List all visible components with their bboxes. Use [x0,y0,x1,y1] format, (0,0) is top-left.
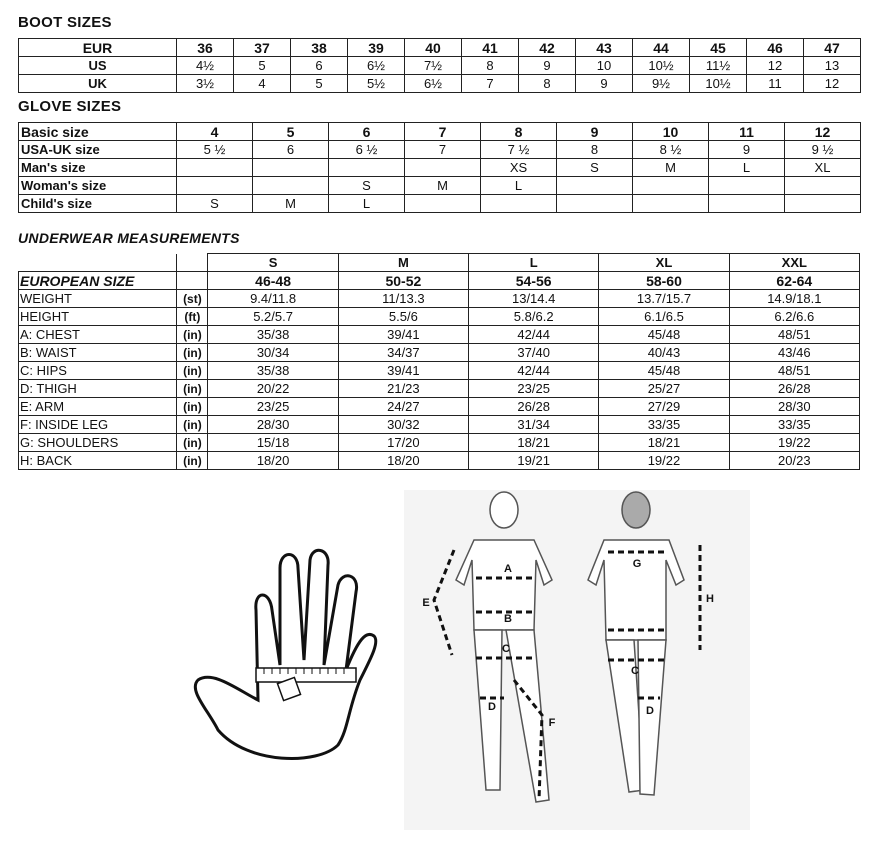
table-row [19,75,861,93]
table-cell: 5.2/5.7 [208,308,338,326]
table-cell: 9 [519,57,576,75]
row-label: Man's size [19,159,177,177]
table-cell [177,177,253,195]
table-cell: 19/21 [469,452,599,470]
table-cell: 25/27 [599,380,729,398]
table-cell: 33/35 [729,416,859,434]
table-cell: 8 [557,141,633,159]
table-row [19,39,861,57]
table-cell [253,177,329,195]
row-label: EUROPEAN SIZE [19,272,177,290]
table-row [19,290,860,308]
row-label: Woman's size [19,177,177,195]
table-cell: 43/46 [729,344,859,362]
unit-cell: (st) [177,290,208,308]
row-label: US [19,57,177,75]
boot-sizes-table [18,38,861,93]
table-cell: 48/51 [729,326,859,344]
table-cell: L [709,159,785,177]
row-label: Basic size [19,123,177,141]
unit-cell: (in) [177,434,208,452]
label-d-back: D [646,705,654,717]
table-cell: 5 ½ [177,141,253,159]
row-label: H: BACK [19,452,177,470]
table-cell: 13.7/15.7 [599,290,729,308]
table-cell: 8 [481,123,557,141]
unit-cell: (in) [177,344,208,362]
table-cell: 28/30 [208,416,338,434]
size-header: S [208,254,338,272]
label-h: H [706,593,714,605]
table-cell: 13/14.4 [469,290,599,308]
label-a: A [504,563,512,575]
table-cell: 10 [633,123,709,141]
table-cell: 23/25 [208,398,338,416]
hand-measurement-illustration [188,540,388,770]
table-cell: 31/34 [469,416,599,434]
unit-cell: (in) [177,416,208,434]
row-label: Child's size [19,195,177,213]
table-cell: 34/37 [338,344,468,362]
glove-sizes-table [18,122,861,213]
table-cell: 18/20 [338,452,468,470]
table-row [19,434,860,452]
table-cell: M [405,177,481,195]
label-g: G [632,558,642,570]
label-c-back: C [631,665,639,677]
table-cell: M [633,159,709,177]
table-row [19,308,860,326]
table-cell: 39/41 [338,362,468,380]
table-cell: S [557,159,633,177]
table-cell [481,195,557,213]
body-measurement-illustration [404,490,750,830]
table-cell: 12 [747,57,804,75]
table-row [19,141,861,159]
table-cell: 35/38 [208,326,338,344]
table-cell: S [177,195,253,213]
table-cell: 5½ [348,75,405,93]
table-cell: 35/38 [208,362,338,380]
table-cell: 8 [519,75,576,93]
table-cell: 33/35 [599,416,729,434]
unit-cell: (in) [177,362,208,380]
table-cell: 8 [462,57,519,75]
table-cell: 26/28 [729,380,859,398]
table-row [19,398,860,416]
table-cell [709,195,785,213]
table-cell: 9 [557,123,633,141]
table-cell: 26/28 [469,398,599,416]
label-e: E [422,597,430,609]
table-cell: 30/34 [208,344,338,362]
table-cell: 17/20 [338,434,468,452]
table-cell: 9 [709,141,785,159]
illustration-background [404,490,750,830]
table-cell: 11 [709,123,785,141]
glove-sizes-title: GLOVE SIZES [18,98,122,115]
row-label: USA-UK size [19,141,177,159]
table-cell: 7 [462,75,519,93]
table-cell: L [481,177,557,195]
table-cell: 4 [234,75,291,93]
table-cell [177,159,253,177]
table-cell: 37 [234,39,291,57]
table-cell: 6½ [348,57,405,75]
table-cell: 9 ½ [785,141,861,159]
table-cell: 62-64 [729,272,859,290]
table-cell: 19/22 [599,452,729,470]
table-cell: 6.2/6.6 [729,308,859,326]
table-cell: 9 [576,75,633,93]
table-cell: 39 [348,39,405,57]
table-cell: S [329,177,405,195]
table-cell: 18/21 [599,434,729,452]
table-cell: 21/23 [338,380,468,398]
header-blank [19,254,177,272]
table-cell: 10½ [633,57,690,75]
table-cell: M [253,195,329,213]
label-b: B [504,613,512,625]
table-cell: 28/30 [729,398,859,416]
table-cell: 15/18 [208,434,338,452]
table-row [19,362,860,380]
table-cell: 46 [747,39,804,57]
table-cell: L [329,195,405,213]
row-label: UK [19,75,177,93]
table-cell: 20/23 [729,452,859,470]
table-cell: 45 [690,39,747,57]
table-cell: XS [481,159,557,177]
table-cell: 18/21 [469,434,599,452]
row-label: F: INSIDE LEG [19,416,177,434]
table-cell: 40 [405,39,462,57]
table-cell: 54-56 [469,272,599,290]
table-cell: 43 [576,39,633,57]
table-cell [557,195,633,213]
row-label: E: ARM [19,398,177,416]
table-cell [785,177,861,195]
table-cell: 36 [177,39,234,57]
table-cell: 18/20 [208,452,338,470]
table-cell: 39/41 [338,326,468,344]
boot-sizes-title: BOOT SIZES [18,14,112,31]
table-cell: 9½ [633,75,690,93]
unit-cell: (in) [177,326,208,344]
table-cell [329,159,405,177]
table-cell: 37/40 [469,344,599,362]
size-header: XL [599,254,729,272]
table-row [19,195,861,213]
table-cell: 14.9/18.1 [729,290,859,308]
table-cell: 5 [234,57,291,75]
size-header: XXL [729,254,859,272]
label-d-front: D [488,701,496,713]
table-cell: 38 [291,39,348,57]
table-cell: 48/51 [729,362,859,380]
table-cell: 27/29 [599,398,729,416]
table-cell: 20/22 [208,380,338,398]
table-cell: 4½ [177,57,234,75]
table-cell: XL [785,159,861,177]
table-cell: 6½ [405,75,462,93]
table-cell: 5.8/6.2 [469,308,599,326]
table-cell [405,159,481,177]
table-cell: 40/43 [599,344,729,362]
size-header: L [469,254,599,272]
row-label: D: THIGH [19,380,177,398]
underwear-measurements-title: UNDERWEAR MEASUREMENTS [18,230,240,246]
hand-outline [195,550,376,758]
table-cell [557,177,633,195]
table-cell: 23/25 [469,380,599,398]
table-cell [633,195,709,213]
table-cell: 45/48 [599,362,729,380]
table-cell: 46-48 [208,272,338,290]
table-row [19,344,860,362]
table-cell: 50-52 [338,272,468,290]
header-blank [177,254,208,272]
table-cell: 30/32 [338,416,468,434]
table-cell: 24/27 [338,398,468,416]
table-cell: 4 [177,123,253,141]
unit-cell: (ft) [177,308,208,326]
table-cell: 6 ½ [329,141,405,159]
table-cell: 5 [253,123,329,141]
european-size-row [19,272,860,290]
table-cell: 10½ [690,75,747,93]
table-cell: 3½ [177,75,234,93]
row-label: C: HIPS [19,362,177,380]
table-cell: 12 [804,75,861,93]
row-label: G: SHOULDERS [19,434,177,452]
label-f: F [548,717,556,729]
table-cell: 42 [519,39,576,57]
size-header-row [19,254,860,272]
row-label: EUR [19,39,177,57]
table-cell: 7½ [405,57,462,75]
table-cell: 7 ½ [481,141,557,159]
table-cell: 5.5/6 [338,308,468,326]
table-row [19,123,861,141]
label-c-front: C [502,643,510,655]
table-cell: 47 [804,39,861,57]
table-row [19,380,860,398]
unit-cell: (in) [177,452,208,470]
table-cell: 6 [253,141,329,159]
unit-cell: (in) [177,398,208,416]
table-cell: 9.4/11.8 [208,290,338,308]
table-cell: 11/13.3 [338,290,468,308]
table-cell: 41 [462,39,519,57]
table-row [19,416,860,434]
row-label: HEIGHT [19,308,177,326]
row-label: WEIGHT [19,290,177,308]
table-cell: 10 [576,57,633,75]
tape-measure [256,668,356,682]
table-row [19,57,861,75]
table-row [19,452,860,470]
table-cell: 58-60 [599,272,729,290]
table-cell: 44 [633,39,690,57]
table-cell [785,195,861,213]
table-row [19,326,860,344]
table-cell: 42/44 [469,362,599,380]
table-row [19,177,861,195]
table-cell: 5 [291,75,348,93]
table-cell: 7 [405,141,481,159]
table-cell [709,177,785,195]
unit-cell: (in) [177,380,208,398]
table-cell: 13 [804,57,861,75]
table-cell [253,159,329,177]
table-cell: 42/44 [469,326,599,344]
table-cell: 6.1/6.5 [599,308,729,326]
table-cell: 19/22 [729,434,859,452]
unit-cell [177,272,208,290]
row-label: A: CHEST [19,326,177,344]
table-cell: 12 [785,123,861,141]
table-cell: 6 [329,123,405,141]
underwear-measurements-table [18,253,860,470]
table-cell: 8 ½ [633,141,709,159]
table-cell [405,195,481,213]
size-header: M [338,254,468,272]
table-cell: 11½ [690,57,747,75]
table-cell: 7 [405,123,481,141]
table-cell: 45/48 [599,326,729,344]
table-row [19,159,861,177]
row-label: B: WAIST [19,344,177,362]
table-cell: 11 [747,75,804,93]
table-cell: 6 [291,57,348,75]
table-cell [633,177,709,195]
